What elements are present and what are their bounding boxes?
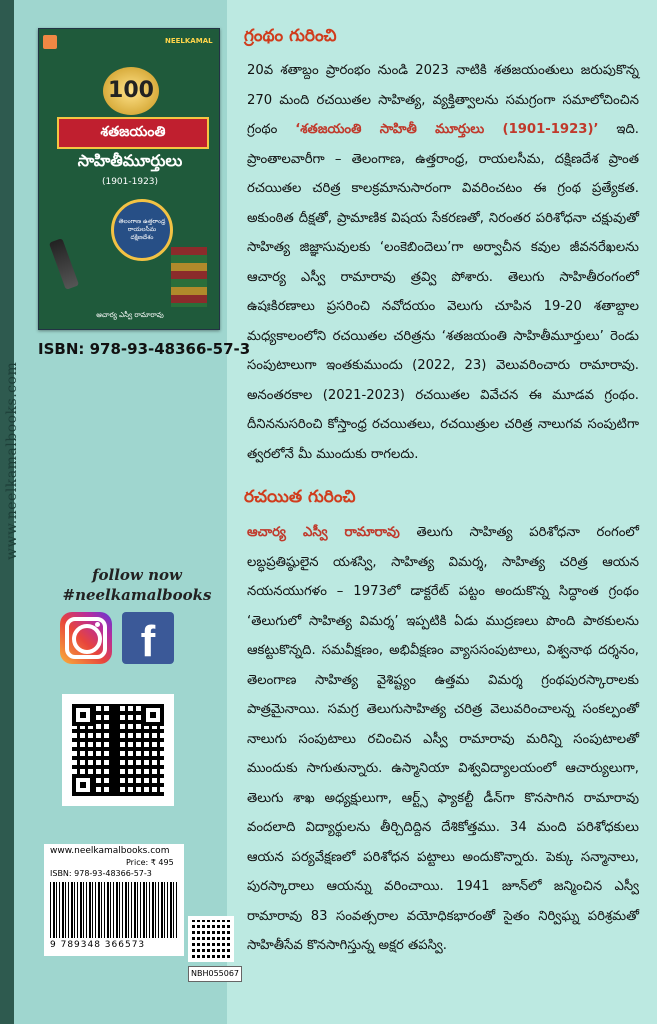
cover-author: ఆచార్య ఎస్వీ రామారావు (96, 311, 164, 319)
book-cover-thumbnail (38, 28, 220, 330)
small-qr-code[interactable] (188, 916, 234, 962)
author-description-text: తెలుగు సాహిత్య పరిశోధనా రంగంలో లబ్ధప్రతిష్ఠులైన యశస్వి, సాహిత్య విమర్శ, సాహిత్య చరిత్ర ఆయన నయనయుగళం – 1973లో డాక్టరేట్ పట్టం అందుకొన్న సిద్ధాంత గ్రంథం ‘తెలుగులో సాహిత్య విమర్శ’ ఇప్పటికి ఏడు ముద్రణలు పొంది పాఠకులను ఆకట్టుకొన్నది. సమవీక్షణం, అభివీక్షణం వ్యాససంపుటాలు, విశ్వనాథ దర్శనం, తెలంగాణ సాహిత్య వైశిష్ట్యం ఉత్తమ విమర్శ గ్రంథపురస్కారాలకు పాత్రమైనాయి. సమగ్ర తెలుగుసాహిత్య చరిత్ర వెలువరించాలన్న సంకల్పంతో నాలుగు సంపుటాలు రచించిన ఎస్వీ రామారావు మరిన్ని సంపుటాలతో ముందుకు సాగుతున్నారు. ఉస్మానియా విశ్వవిద్యాలయంలో ఆచార్యులుగా, తెలుగు శాఖ అధ్యక్షులుగా, ఆర్ట్స్ ఫ్యాకల్టీ డీన్‌గా కొనసాగిన రామారావు వందలాది విద్యార్థులను తీర్చిదిద్దిన దేశికోత్తము. 34 మంది పరిశోధకులు ఆయన పర్యవేక్షణలో పరిశోధన పట్టాలు అందుకొన్నారు. పెక్కు సన్మానాలు, పురస్కారాలు ఆయన్ను వరించాయి. 1941 జూన్‌లో జన్మించిన ఎస్వీ రామారావు 83 సంవత్సరాల వయోధికభారంతో సైతం నిర్విఘ్న పరిశ్రమతో సాహితీసేవ కొనసాగిస్తున్న అక్షర తపస్వి. (247, 525, 639, 953)
instagram-dot (95, 622, 100, 627)
small-qr-pattern (192, 920, 230, 958)
fountain-pen-icon (49, 238, 79, 290)
follow-hashtag: #neelkamalbooks (62, 586, 212, 604)
follow-block (62, 565, 212, 605)
barcode-isbn: ISBN: 978-93-48366-57-3 (50, 869, 152, 878)
facebook-icon[interactable]: f (122, 612, 174, 664)
isbn-label: ISBN: 978-93-48366-57-3 (38, 340, 251, 358)
cover-region-badge: తెలంగాణ ఉత్తరాంధ్ర రాయలసీమ దక్షిణదేశం (111, 199, 173, 261)
qr-finder-icon (72, 774, 94, 796)
qr-code[interactable] (62, 694, 174, 806)
barcode-number: 9 789348 366573 (50, 940, 146, 950)
barcode-url: www.neelkamalbooks.com (50, 846, 170, 856)
cover-ribbon: శతజయంతి (57, 117, 209, 149)
follow-line: follow now (92, 566, 182, 584)
qr-finder-icon (72, 704, 94, 726)
cover-years: (1901-1923) (101, 177, 159, 187)
book-description-text-cont: ఇది. ప్రాంతాలవారీగా – తెలంగాణ, ఉత్తరాంధ్ర, రాయలసీమ, దక్షిణదేశ ప్రాంత రచయితల చరిత్ర కాలక్రమానుసారంగా వివరించటం ఈ గ్రంథ ప్రత్యేకత. అకుంఠిత దీక్షతో, ప్రామాణిక విషయ సేకరణతో, నిరంతర పరిశోధనా చక్షువుతో సాహిత్య జిజ్ఞాసువులకు ‘లంకెబిందెలు’గా అర్వాచీన కవుల జీవనరేఖలను ఆచార్య ఎస్వీ రామారావు త్రవ్వి పోశారు. తెలుగు సాహితీరంగంలో ఉషఃకిరణాలు ప్రసరించి నవోదయం వెలుగు చూపిన 19-20 శతాబ్దాల మధ్యకాలంలోని రచయితల చరిత్రను ‘శతజయంతి సాహితీమూర్తులు’ రెండు సంపుటాలుగా ఇంతకుముందు (2022, 23) వెలువరించారు రామారావు. అనంతరకాల (2021-2023) రచయితల వివేచన ఈ మూడవ గ్రంథం. దీనిననుసరించి కోస్తాంధ్ర రచయితలు, రచయిత్రుల చరిత్ర నాలుగవ సంపుటిగా త్వరలోనే మీ ముందుకు రాగలదు. (247, 122, 639, 462)
cover-title: సాహితీమూర్తులు (77, 151, 183, 170)
qr-finder-icon (142, 704, 164, 726)
book-title-highlight: ‘శతజయంతి సాహితీ మూర్తులు (1901-1923)’ (295, 122, 599, 137)
publisher-logo-icon (43, 35, 57, 49)
spine-url: www.neelkamalbooks.com (4, 361, 20, 560)
cover-publisher: NEELKAMAL (165, 37, 213, 45)
instagram-icon[interactable] (60, 612, 112, 664)
author-name-highlight: ఆచార్య ఎస్వీ రామారావు (247, 525, 400, 540)
section-heading-book: గ్రంథం గురించి (244, 26, 337, 46)
barcode-label (44, 844, 184, 956)
author-description (247, 518, 639, 961)
cover-hundred-emblem: 100 (103, 67, 159, 115)
book-description-text: 20వ శతాబ్దం ప్రారంభం నుండి 2023 నాటికి శతజయంతులు జరుపుకొన్న 270 మంది రచయితల సాహిత్య, వ్యక్తిత్వాలను సమగ్రంగా సమాలోచించిన గ్రంథం (247, 63, 639, 137)
stock-code: NBH055067 (188, 966, 242, 982)
book-description (247, 56, 639, 469)
barcode-price: Price: ₹ 495 (126, 858, 174, 867)
section-heading-author: రచయిత గురించి (244, 487, 356, 507)
book-stack-icon (171, 247, 207, 307)
barcode-bars (50, 882, 178, 938)
instagram-lens (72, 624, 102, 654)
